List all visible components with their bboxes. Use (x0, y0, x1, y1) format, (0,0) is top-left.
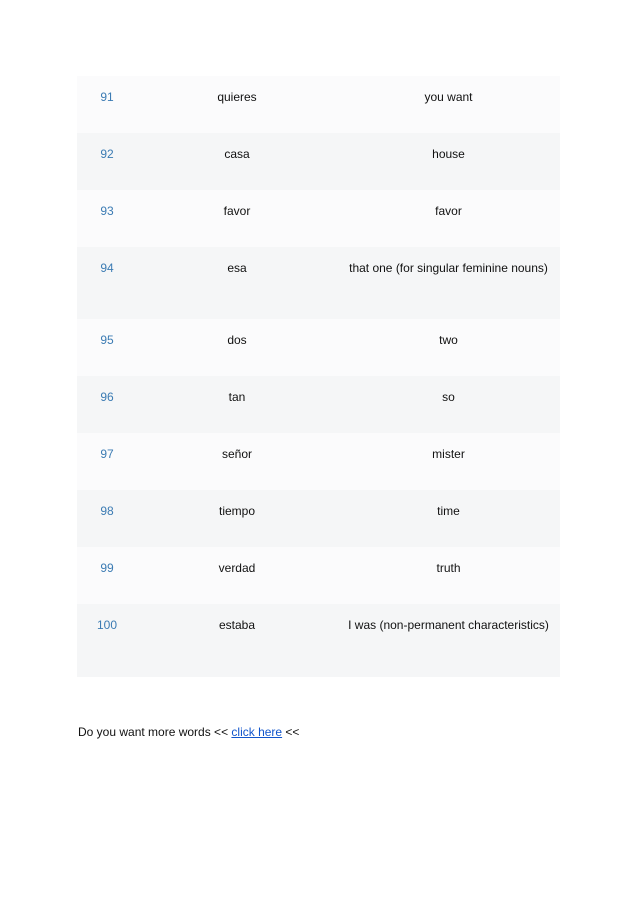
rank-cell (77, 133, 137, 190)
english-translation-cell (337, 547, 560, 604)
spanish-word-cell (137, 490, 337, 547)
english-translation: time (437, 504, 460, 518)
english-translation: you want (424, 90, 473, 104)
spanish-word: señor (221, 447, 253, 461)
rank-number: 96 (100, 390, 114, 404)
spanish-word-cell (137, 604, 337, 677)
rank-cell (77, 76, 137, 133)
english-translation: so (442, 390, 455, 404)
english-translation: favor (435, 204, 462, 218)
spanish-word: quieres (217, 90, 257, 104)
english-translation: mister (432, 447, 465, 461)
rank-cell (77, 490, 137, 547)
spanish-word-cell (137, 319, 337, 376)
spanish-word-cell (137, 433, 337, 490)
rank-number: 94 (100, 261, 114, 275)
english-translation: that one (for singular feminine nouns) (349, 261, 548, 275)
rank-number: 98 (100, 504, 114, 518)
spanish-word: favor (223, 204, 251, 218)
more-words-prefix: Do you want more words << (78, 725, 232, 739)
rank-cell (77, 190, 137, 247)
table-row (77, 433, 560, 490)
spanish-word-cell (137, 247, 337, 319)
table-row (77, 490, 560, 547)
more-words-prompt (78, 725, 299, 739)
spanish-word: tiempo (218, 504, 256, 518)
rank-number: 92 (100, 147, 114, 161)
rank-number: 95 (100, 333, 114, 347)
table-row (77, 319, 560, 376)
table-row (77, 76, 560, 133)
more-words-suffix: << (282, 725, 300, 739)
spanish-word-cell (137, 133, 337, 190)
english-translation-cell (337, 76, 560, 133)
word-frequency-table (77, 76, 560, 677)
spanish-word: esa (227, 261, 247, 275)
rank-cell (77, 547, 137, 604)
table-row (77, 547, 560, 604)
rank-number: 97 (100, 447, 114, 461)
spanish-word: tan (228, 390, 246, 404)
rank-number: 91 (100, 90, 114, 104)
english-translation-cell (337, 433, 560, 490)
spanish-word: estaba (218, 618, 256, 632)
rank-number: 99 (100, 561, 114, 575)
spanish-word-cell (137, 547, 337, 604)
rank-number: 93 (100, 204, 114, 218)
english-translation-cell (337, 376, 560, 433)
rank-cell (77, 247, 137, 319)
rank-number: 100 (96, 618, 118, 632)
rank-cell (77, 433, 137, 490)
spanish-word-cell (137, 376, 337, 433)
table-row (77, 190, 560, 247)
rank-cell (77, 376, 137, 433)
click-here-link[interactable]: click here (231, 725, 283, 739)
english-translation-cell (337, 133, 560, 190)
rank-cell (77, 319, 137, 376)
table-row (77, 376, 560, 433)
english-translation-cell (337, 190, 560, 247)
english-translation: truth (436, 561, 461, 575)
spanish-word-cell (137, 190, 337, 247)
spanish-word: verdad (218, 561, 256, 575)
english-translation: two (439, 333, 458, 347)
spanish-word: dos (227, 333, 247, 347)
rank-cell (77, 604, 137, 677)
english-translation-cell (337, 247, 560, 319)
spanish-word: casa (224, 147, 250, 161)
spanish-word-cell (137, 76, 337, 133)
english-translation-cell (337, 319, 560, 376)
english-translation: house (432, 147, 465, 161)
english-translation: I was (non-permanent characteristics) (348, 618, 549, 632)
english-translation-cell (337, 490, 560, 547)
table-row (77, 133, 560, 190)
table-row (77, 604, 560, 677)
english-translation-cell (337, 604, 560, 677)
table-row (77, 247, 560, 319)
